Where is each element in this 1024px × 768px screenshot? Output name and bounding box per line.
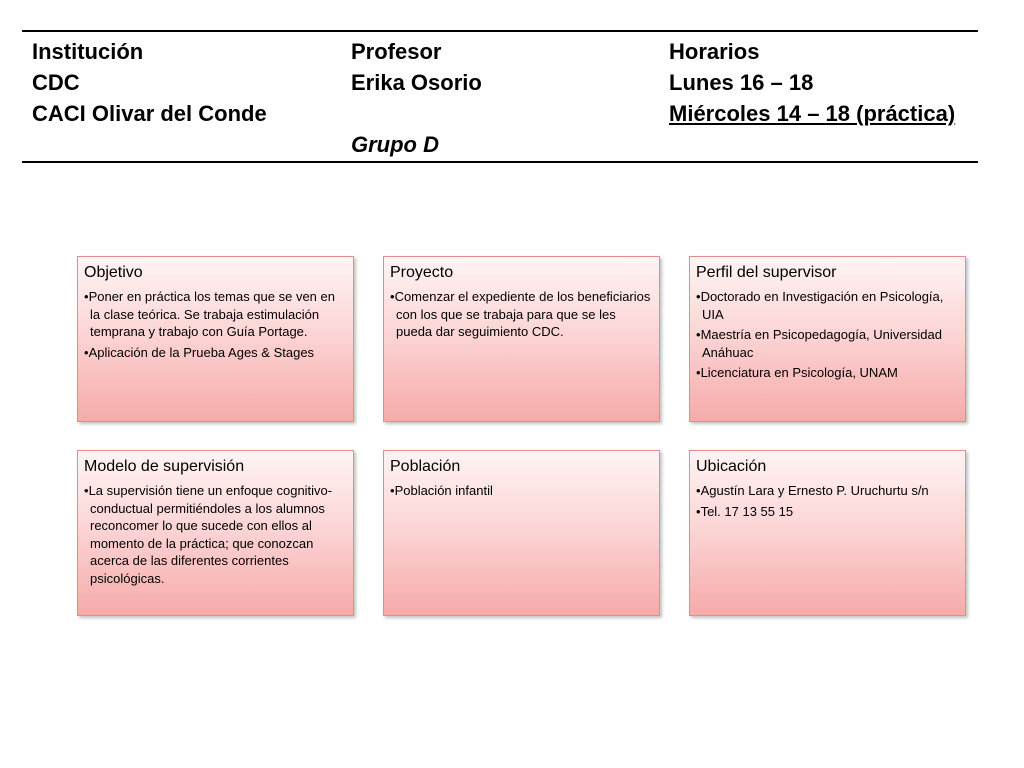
card-location-list bbox=[696, 482, 959, 520]
schedule-line-1: Lunes 16 – 18 bbox=[669, 70, 814, 95]
card-supervisor-list bbox=[696, 288, 959, 382]
list-item: • Población infantil bbox=[390, 482, 653, 500]
card-model-title: Modelo de supervisión bbox=[84, 458, 245, 475]
list-item: • Tel. 17 13 55 15 bbox=[696, 503, 959, 521]
card-project bbox=[383, 256, 660, 422]
list-item: • Maestría en Psicopedagogía, Universidad Anáhuac bbox=[696, 326, 959, 361]
card-population bbox=[383, 450, 660, 616]
card-supervision-model bbox=[77, 450, 354, 616]
schedule-column bbox=[669, 36, 955, 129]
card-objective-list bbox=[84, 288, 347, 361]
header-table bbox=[22, 30, 978, 163]
list-item: • Agustín Lara y Ernesto P. Uruchurtu s/n bbox=[696, 482, 959, 500]
teacher-name: Erika Osorio bbox=[351, 70, 482, 95]
teacher-spacer bbox=[351, 98, 482, 129]
card-objective bbox=[77, 256, 354, 422]
institution-column bbox=[32, 36, 267, 129]
card-population-list bbox=[390, 482, 653, 500]
list-item: • La supervisión tiene un enfoque cognitivo-conductual permitiéndoles a los alumnos reconcomer lo que sucede con ellos al momento de la práctica; que conozcan acerca de las diferentes corrientes psicológicas. bbox=[84, 482, 347, 587]
schedule-label: Horarios bbox=[669, 39, 760, 64]
card-population-title: Población bbox=[390, 458, 461, 475]
list-item: • Doctorado en Investigación en Psicología, UIA bbox=[696, 288, 959, 323]
card-objective-title: Objetivo bbox=[84, 264, 143, 281]
institution-line-1: CDC bbox=[32, 70, 80, 95]
schedule-line-2: Miércoles 14 – 18 (práctica) bbox=[669, 101, 956, 126]
institution-label: Institución bbox=[32, 39, 144, 64]
list-item: • Comenzar el expediente de los beneficiarios con los que se trabaja para que se les pueda dar seguimiento CDC. bbox=[390, 288, 653, 341]
list-item: • Licenciatura en Psicología, UNAM bbox=[696, 364, 959, 382]
card-location-title: Ubicación bbox=[696, 458, 767, 475]
teacher-column bbox=[351, 36, 482, 160]
card-location bbox=[689, 450, 966, 616]
list-item: • Aplicación de la Prueba Ages & Stages bbox=[84, 344, 347, 362]
card-model-list bbox=[84, 482, 347, 587]
institution-line-2: CACI Olivar del Conde bbox=[32, 101, 267, 126]
card-project-title: Proyecto bbox=[390, 264, 454, 281]
list-item: • Poner en práctica los temas que se ven en la clase teórica. Se trabaja estimulación temprana y trabajo con Guía Portage. bbox=[84, 288, 347, 341]
card-supervisor-title: Perfil del supervisor bbox=[696, 264, 837, 281]
teacher-label: Profesor bbox=[351, 39, 442, 64]
card-supervisor-profile bbox=[689, 256, 966, 422]
teacher-group: Grupo D bbox=[351, 132, 439, 157]
card-project-list bbox=[390, 288, 653, 341]
